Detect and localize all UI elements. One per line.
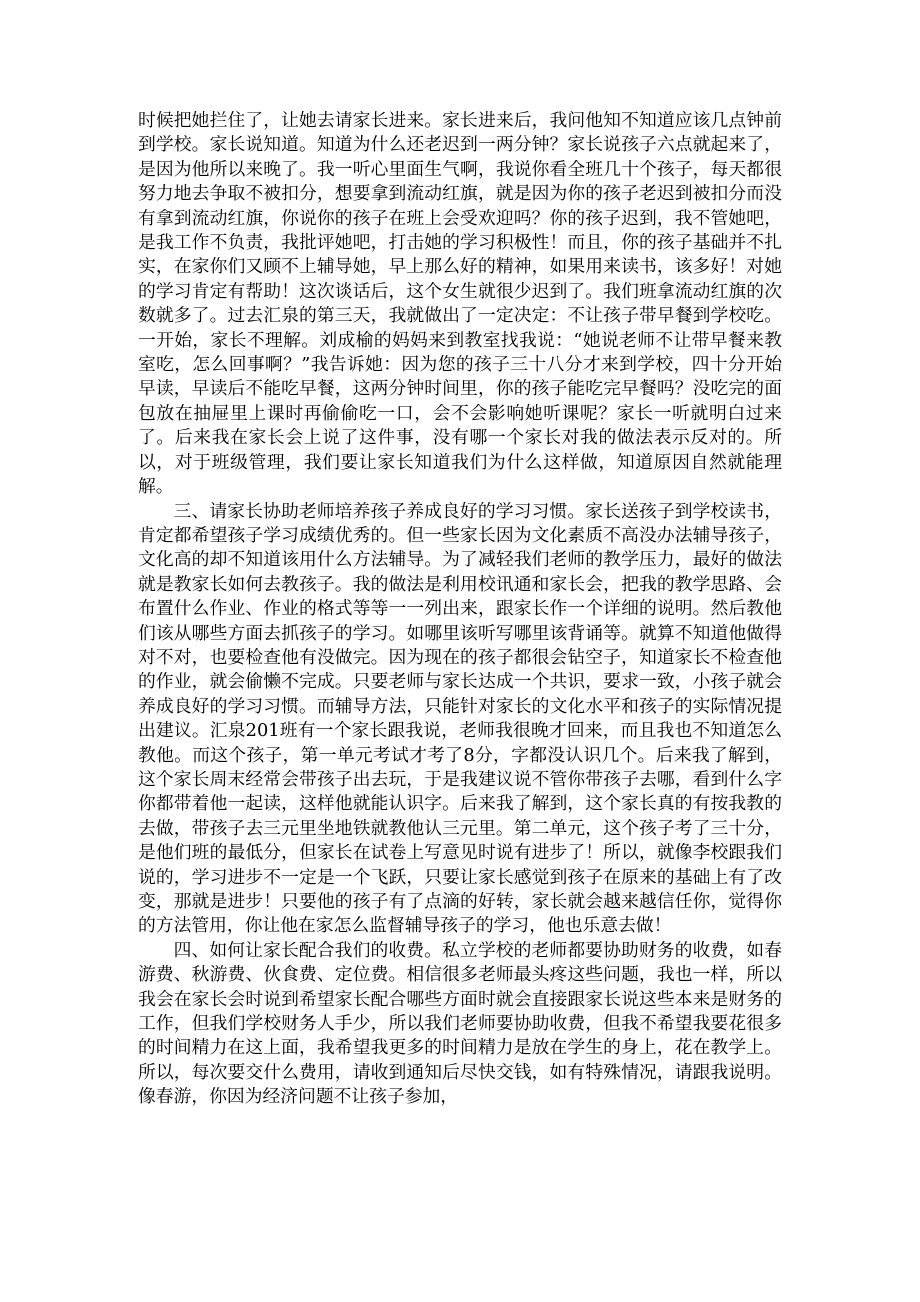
document-page bbox=[138, 109, 782, 1110]
paragraph-section-four: 四、如何让家长配合我们的收费。私立学校的老师都要协助财务的收费，如春游费、秋游费、伙食费、定位费。相信很多老师最头疼这些问题，我也一样，所以我会在家长会时说到希望家长配合哪些方面时就会直接跟家长说这些本来是财务的工作，但我们学校财务人手少，所以我们老师要协助收费，但我不希望我要花很多的时间精力在这上面，我希望我更多的时间精力是放在学生的身上，花在教学上。所以，每次要交什么费用，请收到通知后尽快交钱，如有特殊情况，请跟我说明。像春游，你因为经济问题不让孩子参加， bbox=[138, 939, 782, 1108]
paragraph-continued: 时候把她拦住了，让她去请家长进来。家长进来后，我问他知不知道应该几点钟前到学校。家长说知道。知道为什么还老迟到一两分钟？家长说孩子六点就起来了，是因为他所以来晚了。我一听心里面生气啊，我说你看全班几十个孩子，每天都很努力地去争取不被扣分，想要拿到流动红旗，就是因为你的孩子老迟到被扣分而没有拿到流动红旗，你说你的孩子在班上会受欢迎吗？你的孩子迟到，我不管她吧，是我工作不负责，我批评她吧，打击她的学习积极性！而且，你的孩子基础并不扎实，在家你们又顾不上辅导她，早上那么好的精神，如果用来读书，该多好！对她的学习肯定有帮助！这次谈话后，这个女生就很少迟到了。我们班拿流动红旗的次数就多了。过去汇泉的第三天，我就做出了一定决定：不让孩子带早餐到学校吃。一开始，家长不理解。刘成榆的妈妈来到教室找我说：“她说老师不让带早餐来教室吃，怎么回事啊？”我告诉她：因为您的孩子三十八分才来到学校，四十分开始早读，早读后不能吃早餐，这两分钟时间里，你的孩子能吃完早餐吗？没吃完的面包放在抽屉里上课时再偷偷吃一口，会不会影响她听课呢？家长一听就明白过来了。后来我在家长会上说了这件事，没有哪一个家长对我的做法表示反对的。所以，对于班级管理，我们要让家长知道我们为什么这样做，知道原因自然就能理解。 bbox=[138, 110, 782, 498]
paragraph-section-three: 三、请家长协助老师培养孩子养成良好的学习习惯。家长送孩子到学校读书，肯定都希望孩子学习成绩优秀的。但一些家长因为文化素质不高没办法辅导孩子，文化高的却不知道该用什么方法辅导。为了减轻我们老师的教学压力，最好的做法就是教家长如何去教孩子。我的做法是利用校讯通和家长会，把我的教学思路、会布置什么作业、作业的格式等等一一列出来，跟家长作一个详细的说明。然后教他们该从哪些方面去抓孩子的学习。如哪里该听写哪里该背诵等。就算不知道他做得对不对，也要检查他有没做完。因为现在的孩子都很会钻空子，知道家长不检查他的作业，就会偷懒不完成。只要老师与家长达成一个共识，要求一致，小孩子就会养成良好的学习习惯。而辅导方法，只能针对家长的文化水平和孩子的实际情况提出建议。汇泉201班有一个家长跟我说，老师我很晚才回来，而且我也不知道怎么教他。而这个孩子，第一单元考试才考了8分，字都没认识几个。后来我了解到，这个家长周末经常会带孩子出去玩，于是我建议说不管你带孩子去哪，看到什么字你都带着他一起读，这样他就能认识字。后来我了解到，这个家长真的有按我教的去做，带孩子去三元里坐地铁就教他认三元里。第二单元，这个孩子考了三十分，是他们班的最低分，但家长在试卷上写意见时说有进步了！所以，就像李校跟我们说的，学习进步不一定是一个飞跃，只要让家长感觉到孩子在原来的基础上有了改变，那就是进步！只要他的孩子有了点滴的好转，家长就会越来越信任你，觉得你的方法管用，你让他在家怎么监督辅导孩子的学习，他也乐意去做！ bbox=[138, 500, 782, 937]
